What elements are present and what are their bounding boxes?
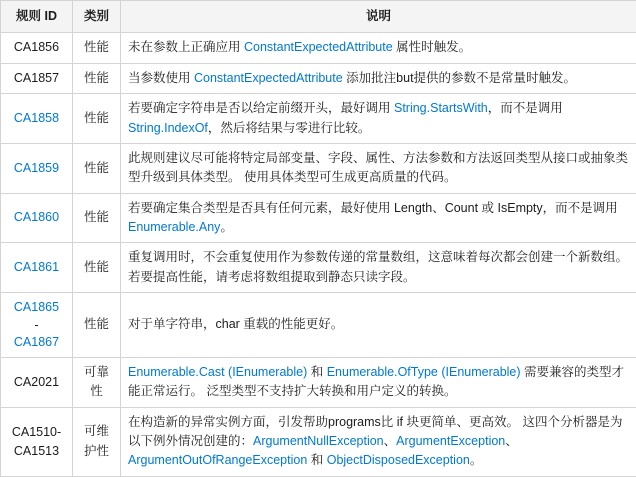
column-header-description: 说明 (121, 1, 636, 33)
rule-description-cell (121, 243, 636, 293)
description-text: 当参数使用 (128, 71, 194, 85)
description-text: 属性时触发。 (393, 40, 471, 54)
table-row (1, 357, 636, 407)
table-row (1, 407, 636, 476)
description-text: 需要兼容的类型才能正常运行。 泛型类型不支持扩大转换和用户定义的转换。 (128, 365, 624, 398)
table-body (1, 33, 636, 476)
rule-description-cell (121, 33, 636, 63)
rule-id-range-dash: - (8, 317, 65, 333)
api-link[interactable]: ArgumentException (396, 434, 505, 448)
description-text: 未在参数上正确应用 (128, 40, 244, 54)
api-link[interactable]: String.IndexOf (128, 121, 208, 135)
rule-category-cell: 性能 (73, 193, 121, 243)
rule-category-cell: 性能 (73, 243, 121, 293)
rule-description-cell (121, 293, 636, 358)
description-text: 若要确定字符串是否以给定前缀开头，最好调用 (128, 101, 394, 115)
rule-category-cell: 性能 (73, 33, 121, 63)
rule-description-cell (121, 357, 636, 407)
rule-id-link[interactable]: CA1865 (8, 298, 65, 317)
description-text: 和 (307, 453, 326, 467)
rule-description-cell (121, 63, 636, 93)
rule-id-link[interactable]: CA1867 (8, 333, 65, 352)
description-text: 重复调用时，不会重复使用作为参数传递的常量数组，这意味着每次都会创建一个新数组。 若要提高性能，请考虑将数组提取到静态只读字段。 (128, 250, 628, 283)
rule-id-cell (1, 243, 73, 293)
description-text: 在构造新的异常实例方面，引发帮助programs比 if 块更简单、更高效。 这四个分析器是为以下例外情况创建的： (128, 415, 622, 448)
description-text: ，而不是调用 (488, 101, 563, 115)
description-text: 若要确定集合类型是否具有任何元素，最好使用 Length、Count 或 IsEmpty，而不是调用 (128, 201, 618, 215)
description-text: 对于单字符串，char 重载的性能更好。 (128, 317, 343, 331)
api-link[interactable]: ArgumentNullException (253, 434, 384, 448)
rule-category-cell: 性能 (73, 143, 121, 193)
api-link[interactable]: ObjectDisposedException (327, 453, 470, 467)
description-text: 。 (220, 220, 233, 234)
rule-id-text: CA1856 (1, 33, 73, 63)
api-link[interactable]: ConstantExpectedAttribute (194, 71, 343, 85)
table-row (1, 243, 636, 293)
rule-description-cell (121, 407, 636, 476)
rule-id-text: CA1513 (8, 442, 65, 461)
description-text: 此规则建议尽可能将特定局部变量、字段、属性、方法参数和方法返回类型从接口或抽象类型升级到具体类型。 使用具体类型可生成更高质量的代码。 (128, 151, 628, 184)
table-head (1, 1, 636, 33)
column-header-category: 类别 (73, 1, 121, 33)
rule-category-cell: 性能 (73, 63, 121, 93)
table-row (1, 293, 636, 358)
description-text: 。 (470, 453, 483, 467)
description-text: ，然后将结果与零进行比较。 (208, 121, 371, 135)
table-row (1, 143, 636, 193)
rule-category-cell: 可维护性 (73, 407, 121, 476)
table-header-row (1, 1, 636, 33)
rule-description-cell (121, 193, 636, 243)
rule-id-cell (1, 193, 73, 243)
rule-id-link[interactable]: CA1861 (14, 260, 59, 274)
column-header-rule-id: 规则 ID (1, 1, 73, 33)
rule-id-link[interactable]: CA1859 (14, 161, 59, 175)
table-row (1, 33, 636, 63)
table-row (1, 94, 636, 144)
api-link[interactable]: Enumerable.OfType (IEnumerable) (327, 365, 521, 379)
description-text: 添加批注but提供的参数不是常量时触发。 (343, 71, 576, 85)
rule-id-cell (1, 143, 73, 193)
rule-id-text: CA2021 (1, 357, 73, 407)
rule-category-cell: 性能 (73, 293, 121, 358)
description-text: 、 (505, 434, 518, 448)
rule-description-cell (121, 94, 636, 144)
rule-id-cell (1, 94, 73, 144)
rule-category-cell: 可靠性 (73, 357, 121, 407)
api-link[interactable]: String.StartsWith (394, 101, 488, 115)
api-link[interactable]: ConstantExpectedAttribute (244, 40, 393, 54)
table-row (1, 63, 636, 93)
api-link[interactable]: Enumerable.Cast (IEnumerable) (128, 365, 307, 379)
table-row (1, 193, 636, 243)
api-link[interactable]: ArgumentOutOfRangeException (128, 453, 307, 467)
rule-id-cell (1, 407, 73, 476)
rule-id-text: CA1510- (8, 423, 65, 442)
rule-id-text: CA1857 (1, 63, 73, 93)
rule-id-link[interactable]: CA1858 (14, 111, 59, 125)
rule-id-link[interactable]: CA1860 (14, 210, 59, 224)
rule-description-cell (121, 143, 636, 193)
rule-category-cell: 性能 (73, 94, 121, 144)
description-text: 和 (307, 365, 326, 379)
api-link[interactable]: Enumerable.Any (128, 220, 220, 234)
rule-id-cell (1, 293, 73, 358)
description-text: 、 (384, 434, 397, 448)
